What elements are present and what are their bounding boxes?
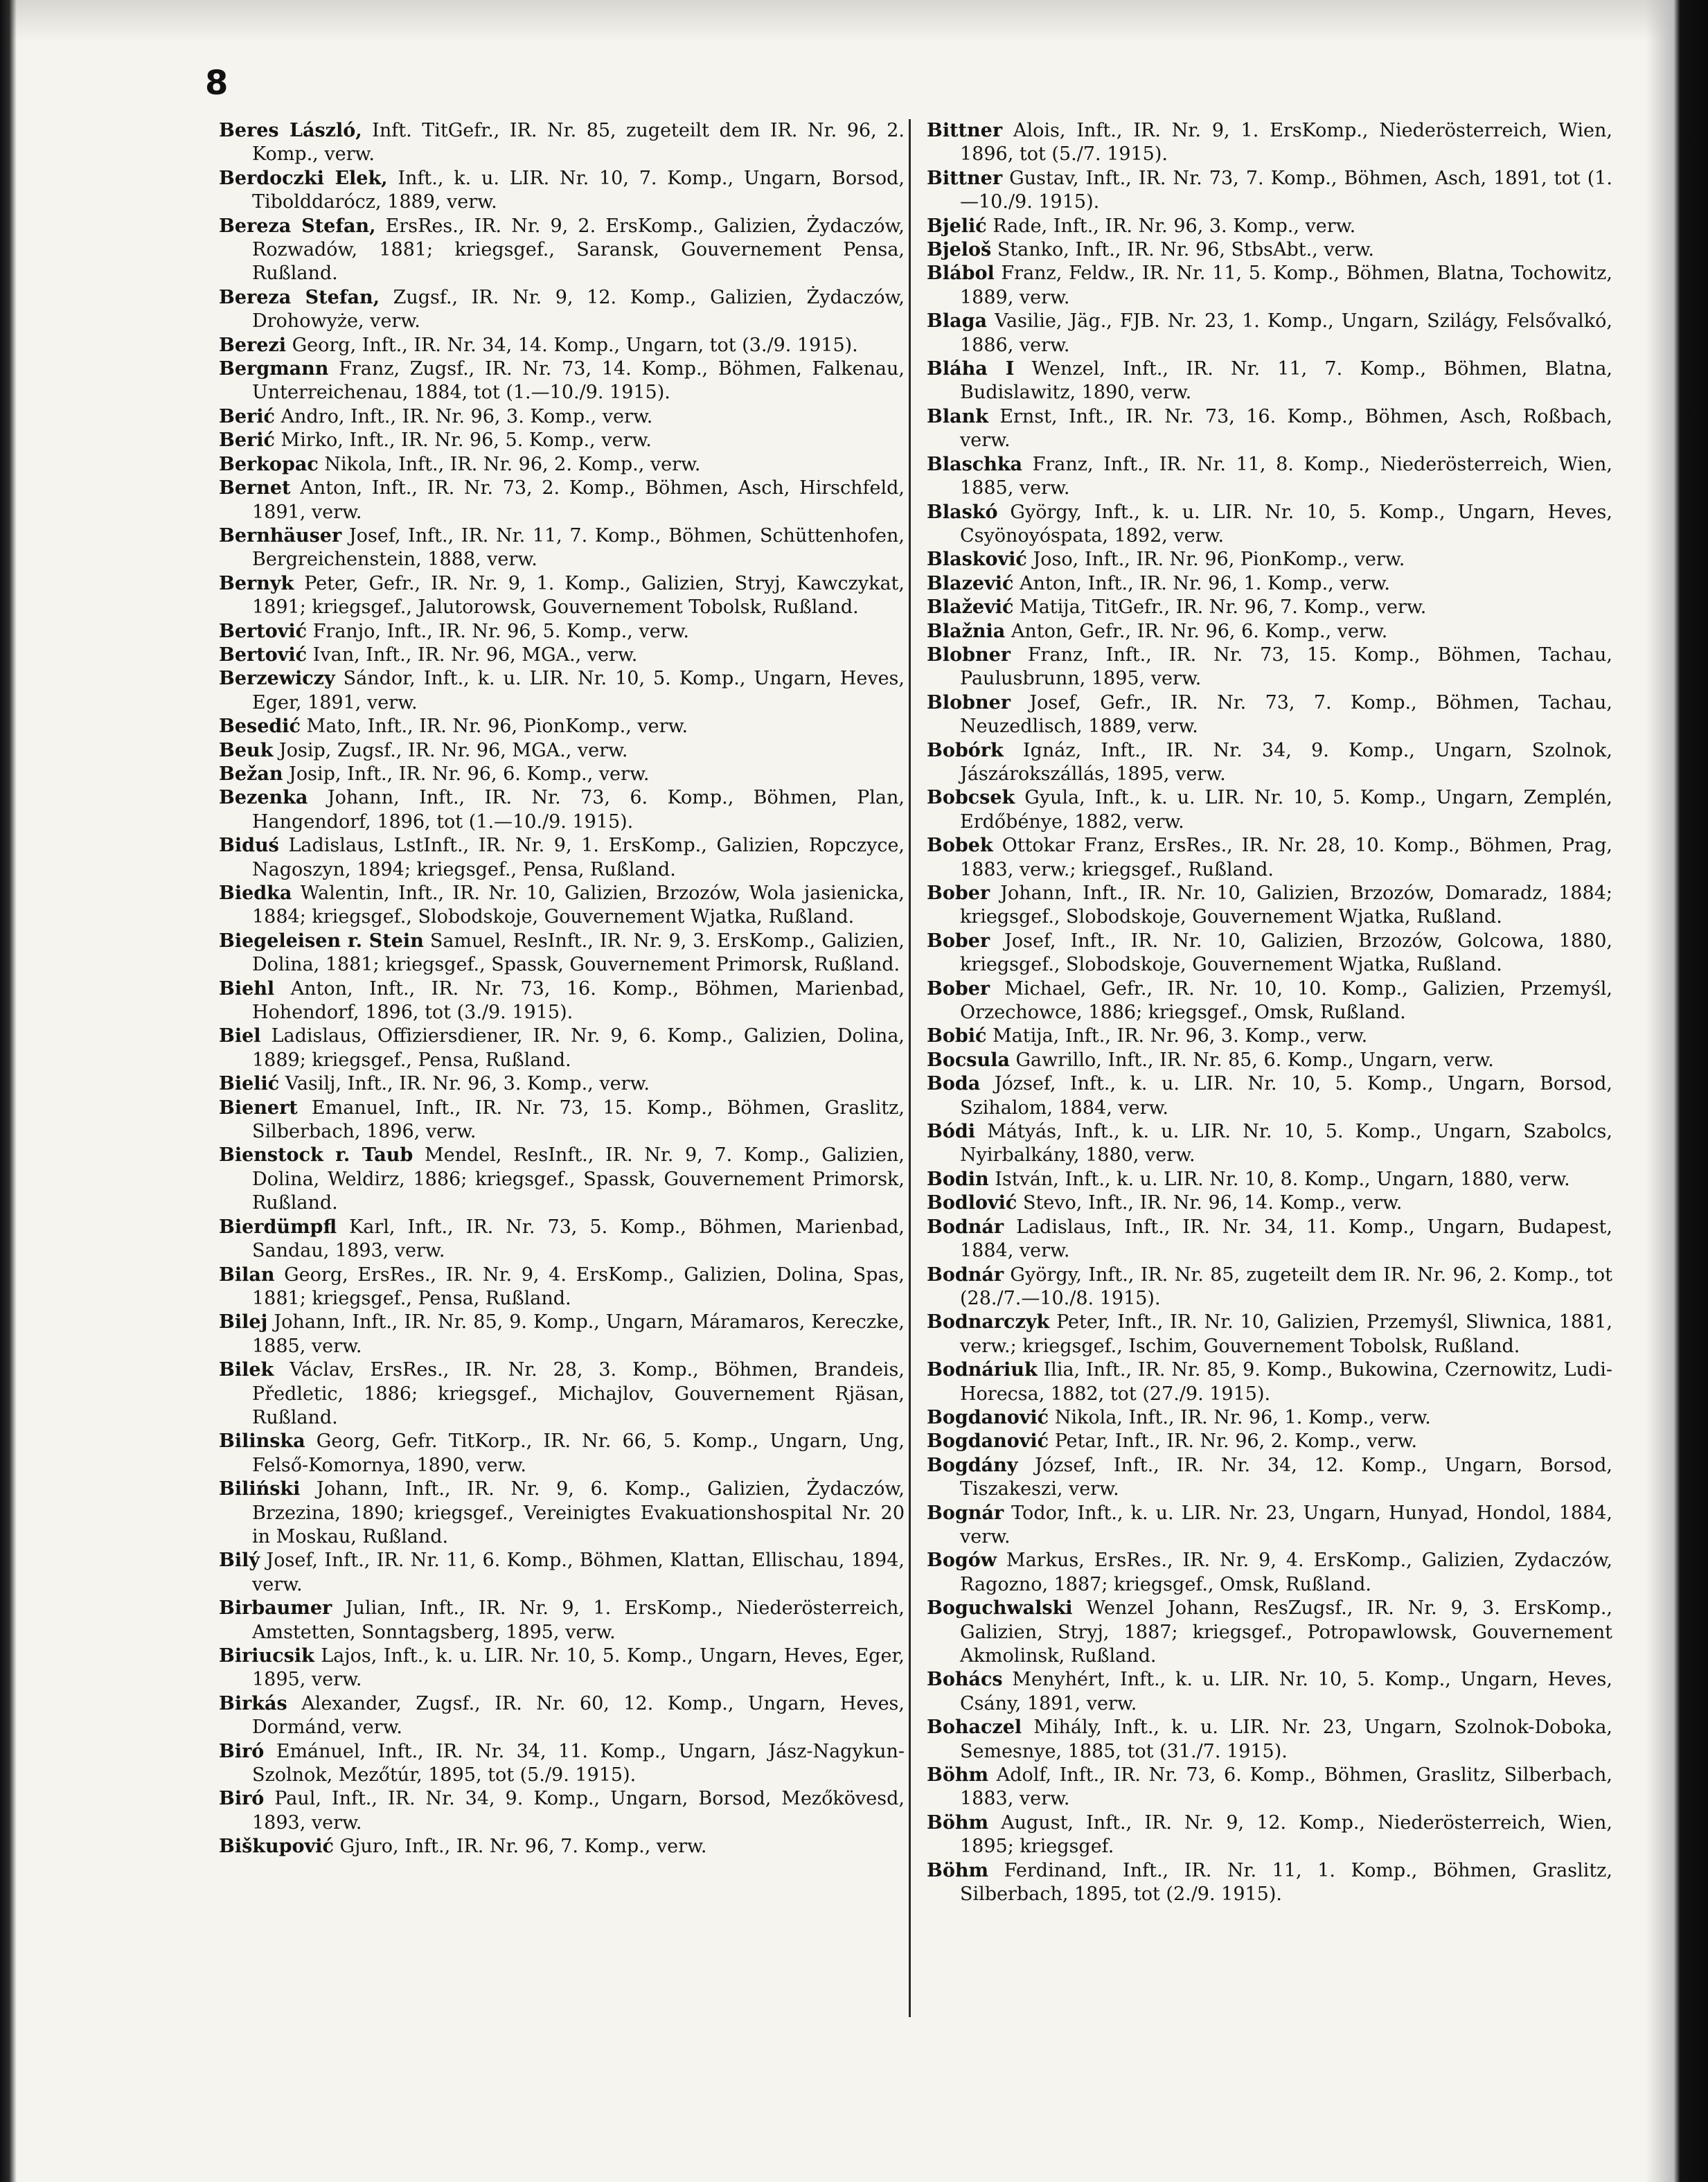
register-entry: [927, 1859, 1612, 1907]
entry-name: Bogdanović: [927, 1406, 1049, 1428]
register-entry: [927, 834, 1612, 882]
entry-name: Biehl: [219, 977, 275, 1000]
entry-name: Bjelić: [927, 215, 987, 237]
register-entry: [927, 786, 1612, 834]
register-entry: [927, 1668, 1612, 1716]
entry-name: Bienstock r. Taub: [219, 1144, 413, 1167]
entry-details: Mátyás, Inft., k. u. LIR. Nr. 10, 5. Komp., Ungarn, Szabolcs, Nyirbalkány, 1880, verw.: [960, 1121, 1612, 1167]
register-entry: [927, 1049, 1612, 1072]
register-entry: [219, 1216, 905, 1263]
register-entry: [927, 310, 1612, 357]
register-entry: [219, 715, 905, 738]
register-entry: [927, 739, 1612, 787]
entry-details: Johann, Inft., IR. Nr. 10, Galizien, Brzozów, Domaradz, 1884; kriegsgef., Slobodskoje, Gouvernement Wjatka, Rußland.: [960, 882, 1612, 928]
register-entry: [927, 1549, 1612, 1597]
entry-name: Bogdány: [927, 1454, 1018, 1476]
entry-name: Biegeleisen r. Stein: [219, 930, 424, 952]
entry-name: Bodnár: [927, 1263, 1004, 1286]
register-entry: [219, 1097, 905, 1144]
entry-details: Ladislaus, Inft., IR. Nr. 34, 11. Komp., Ungarn, Budapest, 1884, verw.: [960, 1216, 1612, 1262]
register-entry: [927, 453, 1612, 501]
page-number: 8: [205, 64, 229, 103]
register-entry: [927, 1168, 1612, 1191]
entry-details: Stanko, Inft., IR. Nr. 96, StbsAbt., verw.: [991, 239, 1374, 261]
entry-name: Biriucsik: [219, 1645, 314, 1667]
entry-name: Bobcsek: [927, 787, 1015, 809]
entry-details: Michael, Gefr., IR. Nr. 10, 10. Komp., Galizien, Przemyśl, Orzechowce, 1886; kriegsgef., Omsk, Rußland.: [960, 977, 1612, 1024]
entry-name: Bertović: [219, 644, 308, 666]
entry-name: Bežan: [219, 763, 283, 785]
register-entry: [219, 167, 905, 215]
register-entry: [219, 1644, 905, 1692]
register-entry: [219, 453, 905, 477]
entry-details: Ivan, Inft., IR. Nr. 96, MGA., verw.: [307, 644, 638, 666]
entry-details: Paul, Inft., IR. Nr. 34, 9. Komp., Ungarn, Borsod, Mezőkövesd, 1893, verw.: [252, 1788, 905, 1834]
entry-details: Franz, Inft., IR. Nr. 11, 8. Komp., Niederösterreich, Wien, 1885, verw.: [960, 453, 1612, 499]
entry-name: Bláha I: [927, 358, 1015, 380]
entry-name: Bodnarczyk: [927, 1311, 1050, 1333]
entry-name: Bogów: [927, 1550, 997, 1572]
entry-details: Sándor, Inft., k. u. LIR. Nr. 10, 5. Komp., Ungarn, Heves, Eger, 1891, verw.: [252, 668, 905, 713]
entry-name: Bodlović: [927, 1192, 1017, 1214]
entry-details: Anton, Inft., IR. Nr. 96, 1. Komp., verw.: [1013, 572, 1390, 594]
entry-name: Bergmann: [219, 358, 329, 380]
register-entry: [927, 930, 1612, 977]
register-entry: [927, 215, 1612, 238]
entry-details: Joso, Inft., IR. Nr. 96, PionKomp., verw.: [1026, 549, 1405, 571]
register-entry: [219, 1835, 905, 1859]
entry-details: Franjo, Inft., IR. Nr. 96, 5. Komp., verw.: [307, 620, 689, 642]
entry-name: Birkás: [219, 1692, 287, 1714]
entry-name: Bober: [927, 977, 990, 1000]
entry-details: Václav, ErsRes., IR. Nr. 28, 3. Komp., Böhmen, Brandeis, Předletic, 1886; kriegsgef., Michajlov, Gouvernement Rjäsan, Rußland.: [252, 1359, 905, 1428]
entry-details: Julian, Inft., IR. Nr. 9, 1. ErsKomp., Niederösterreich, Amstetten, Sonntagsberg, 1895, verw.: [252, 1597, 905, 1643]
entry-name: Bogdanović: [927, 1430, 1049, 1453]
entry-name: Bittner: [927, 167, 1003, 189]
entry-details: Johann, Inft., IR. Nr. 85, 9. Komp., Ungarn, Máramaros, Kereczke, 1885, verw.: [252, 1311, 905, 1357]
entry-details: Wenzel Johann, ResZugsf., IR. Nr. 9, 3. ErsKomp., Galizien, Stryj, 1887; kriegsgef., Potropawlowsk, Gouvernement Akmolinsk, Rußland.: [960, 1597, 1612, 1667]
entry-details: Mirko, Inft., IR. Nr. 96, 5. Komp., verw.: [274, 429, 652, 452]
entry-details: Ignáz, Inft., IR. Nr. 34, 9. Komp., Ungarn, Szolnok, Jászárokszállás, 1895, verw.: [960, 739, 1612, 785]
entry-details: Menyhért, Inft., k. u. LIR. Nr. 10, 5. Komp., Ungarn, Heves, Csány, 1891, verw.: [960, 1669, 1612, 1714]
entry-name: Bobić: [927, 1025, 987, 1047]
register-entry: [219, 1597, 905, 1644]
register-entry: [927, 1311, 1612, 1358]
entry-name: Bilinska: [219, 1430, 305, 1453]
entry-name: Böhm: [927, 1764, 989, 1786]
entry-details: Adolf, Inft., IR. Nr. 73, 6. Komp., Böhmen, Graslitz, Silberbach, 1883, verw.: [960, 1764, 1612, 1810]
register-entry: [219, 215, 905, 286]
entry-details: György, Inft., IR. Nr. 85, zugeteilt dem IR. Nr. 96, 2. Komp., tot (28./7.—10./8. 1915).: [960, 1263, 1612, 1309]
register-entry: [927, 262, 1612, 310]
entry-details: Walentin, Inft., IR. Nr. 10, Galizien, Brzozów, Wola jasienicka, 1884; kriegsgef., Slobodskoje, Gouvernement Wjatka, Rußland.: [252, 882, 905, 928]
register-entry: [219, 834, 905, 882]
register-entry: [219, 1358, 905, 1430]
entry-name: Bernet: [219, 477, 291, 499]
entry-details: Matija, Inft., IR. Nr. 96, 3. Komp., verw.: [986, 1025, 1368, 1047]
register-entry: [219, 1692, 905, 1740]
register-entry: [927, 596, 1612, 619]
entry-details: Mihály, Inft., k. u. LIR. Nr. 23, Ungarn, Szolnok-Doboka, Semesnye, 1885, tot (31./7. 1915).: [960, 1717, 1612, 1762]
register-entry: [927, 977, 1612, 1025]
entry-details: Josip, Inft., IR. Nr. 96, 6. Komp., verw.: [283, 763, 650, 785]
entry-name: Bober: [927, 882, 990, 904]
register-entry: [927, 1191, 1612, 1215]
entry-details: Peter, Inft., IR. Nr. 10, Galizien, Przemyśl, Sliwnica, 1881, verw.; kriegsgef., Ischim, Gouvernement Tobolsk, Rußland.: [960, 1311, 1612, 1357]
entry-name: Bobórk: [927, 739, 1004, 761]
entry-name: Biliński: [219, 1478, 301, 1500]
register-entry: [219, 930, 905, 977]
entry-details: Inft., k. u. LIR. Nr. 10, 7. Komp., Ungarn, Borsod, Tibolddarócz, 1889, verw.: [252, 167, 905, 213]
entry-details: Johann, Inft., IR. Nr. 9, 6. Komp., Galizien, Żydaczów, Brzezina, 1890; kriegsgef., Vereinigtes Evakuationshospital Nr. 20 in Moskau, Rußland.: [252, 1478, 905, 1547]
entry-name: Bernhäuser: [219, 524, 342, 547]
entry-details: Franz, Feldw., IR. Nr. 11, 5. Komp., Böhmen, Blatna, Tochowitz, 1889, verw.: [960, 263, 1612, 308]
register-entry: [219, 977, 905, 1025]
entry-details: Anton, Gefr., IR. Nr. 96, 6. Komp., verw.: [1005, 620, 1388, 642]
register-entry: [927, 1597, 1612, 1668]
register-entry: [927, 357, 1612, 405]
scan-top-shadow: [0, 0, 1708, 42]
entry-name: Berezi: [219, 334, 286, 356]
entry-details: Petar, Inft., IR. Nr. 96, 2. Komp., verw.: [1049, 1430, 1418, 1453]
entry-details: Stevo, Inft., IR. Nr. 96, 14. Komp., verw.: [1017, 1192, 1403, 1214]
entry-details: Ladislaus, Offiziersdiener, IR. Nr. 9, 6. Komp., Galizien, Dolina, 1889; kriegsgef., Pensa, Rußland.: [252, 1025, 905, 1071]
register-entry: [927, 882, 1612, 930]
entry-details: Josip, Zugsf., IR. Nr. 96, MGA., verw.: [273, 739, 628, 761]
entry-details: Wenzel, Inft., IR. Nr. 11, 7. Komp., Böhmen, Blatna, Budislawitz, 1890, verw.: [960, 358, 1612, 404]
register-entry: [219, 524, 905, 572]
entry-details: Todor, Inft., k. u. LIR. Nr. 23, Ungarn, Hunyad, Hondol, 1884, verw.: [960, 1502, 1612, 1547]
entry-details: Franz, Zugsf., IR. Nr. 73, 14. Komp., Böhmen, Falkenau, Unterreichenau, 1884, tot (1.—10./9. 1915).: [252, 358, 905, 404]
entry-details: Andro, Inft., IR. Nr. 96, 3. Komp., verw.: [274, 405, 653, 427]
register-entry: [927, 1716, 1612, 1764]
register-entry: [927, 1502, 1612, 1550]
entry-details: Markus, ErsRes., IR. Nr. 9, 4. ErsKomp., Galizien, Zydaczów, Ragozno, 1887; kriegsgef., Omsk, Rußland.: [960, 1550, 1612, 1595]
entry-name: Bilan: [219, 1263, 275, 1286]
register-entry: [219, 1430, 905, 1478]
entry-details: Gawrillo, Inft., IR. Nr. 85, 6. Komp., Ungarn, verw.: [1009, 1049, 1494, 1071]
scan-right-edge: [1646, 0, 1708, 2182]
register-entry: [219, 1311, 905, 1358]
entry-name: Blažnia: [927, 620, 1006, 642]
entry-name: Besedić: [219, 716, 301, 738]
entry-name: Blaschka: [927, 453, 1023, 475]
entry-name: Bierdümpfl: [219, 1216, 337, 1238]
entry-details: Vasilj, Inft., IR. Nr. 96, 3. Komp., verw.: [279, 1073, 650, 1095]
entry-details: Josef, Inft., IR. Nr. 11, 6. Komp., Böhmen, Klattan, Ellischau, 1894, verw.: [252, 1550, 905, 1595]
entry-details: Ferdinand, Inft., IR. Nr. 11, 1. Komp., Böhmen, Graslitz, Silberbach, 1895, tot (2./9. 1915).: [960, 1859, 1612, 1906]
register-entry: [219, 1025, 905, 1072]
entry-details: Franz, Inft., IR. Nr. 73, 15. Komp., Böhmen, Tachau, Paulusbrunn, 1895, verw.: [960, 644, 1612, 690]
entry-name: Bernyk: [219, 572, 294, 594]
register-entry: [927, 644, 1612, 691]
entry-details: Samuel, ResInft., IR. Nr. 9, 3. ErsKomp., Galizien, Dolina, 1881; kriegsgef., Spassk, Gouvernement Primorsk, Rußland.: [252, 930, 905, 976]
entry-name: Bilý: [219, 1550, 260, 1572]
register-entry: [219, 572, 905, 620]
register-entry: [219, 1740, 905, 1788]
entry-details: Emanuel, Inft., IR. Nr. 73, 15. Komp., Böhmen, Graslitz, Silberbach, 1896, verw.: [252, 1097, 905, 1143]
entry-details: August, Inft., IR. Nr. 9, 12. Komp., Niederösterreich, Wien, 1895; kriegsgef.: [960, 1811, 1612, 1858]
entry-details: Josef, Inft., IR. Nr. 10, Galizien, Brzozów, Golcowa, 1880, kriegsgef., Slobodskoje, Gouvernement Wjatka, Rußland.: [960, 930, 1612, 976]
entry-name: Bódi: [927, 1121, 975, 1143]
entry-name: Bilek: [219, 1359, 274, 1381]
entry-details: ErsRes., IR. Nr. 9, 2. ErsKomp., Galizien, Żydaczów, Rozwadów, 1881; kriegsgef., Saransk, Gouvernement Pensa, Rußland.: [252, 215, 905, 285]
entry-name: Berdoczki Elek,: [219, 167, 388, 189]
register-entry: [219, 882, 905, 930]
entry-name: Berić: [219, 405, 275, 427]
entry-details: Inft. TitGefr., IR. Nr. 85, zugeteilt dem IR. Nr. 96, 2. Komp., verw.: [252, 120, 905, 166]
entry-name: Blobner: [927, 691, 1011, 713]
entry-name: Bober: [927, 930, 990, 952]
entry-details: Gustav, Inft., IR. Nr. 73, 7. Komp., Böhmen, Asch, 1891, tot (1.—10./9. 1915).: [960, 167, 1612, 213]
entry-details: József, Inft., k. u. LIR. Nr. 10, 5. Komp., Ungarn, Borsod, Szihalom, 1884, verw.: [960, 1073, 1612, 1119]
entry-details: Lajos, Inft., k. u. LIR. Nr. 10, 5. Komp., Ungarn, Heves, Eger, 1895, verw.: [252, 1645, 905, 1691]
entry-details: Peter, Gefr., IR. Nr. 9, 1. Komp., Galizien, Stryj, Kawczykat, 1891; kriegsgef., Jalutorowsk, Gouvernement Tobolsk, Rußland.: [252, 572, 905, 619]
register-entry: [219, 1549, 905, 1597]
entry-details: Georg, Inft., IR. Nr. 34, 14. Komp., Ungarn, tot (3./9. 1915).: [286, 334, 858, 356]
register-entry: [927, 1120, 1612, 1168]
entry-name: Birbaumer: [219, 1597, 332, 1620]
entry-name: Bienert: [219, 1097, 298, 1119]
entry-details: Ottokar Franz, ErsRes., IR. Nr. 28, 10. Komp., Böhmen, Prag, 1883, verw.; kriegsgef., Rußland.: [960, 835, 1612, 880]
entry-details: Mato, Inft., IR. Nr. 96, PionKomp., verw.: [300, 716, 688, 738]
register-entry: [927, 1764, 1612, 1811]
entry-name: Biškupović: [219, 1836, 334, 1858]
register-entry: [219, 405, 905, 429]
register-entry: [927, 1358, 1612, 1406]
entry-details: Ladislaus, LstInft., IR. Nr. 9, 1. ErsKomp., Galizien, Ropczyce, Nagoszyn, 1894; kriegsgef., Pensa, Rußland.: [252, 835, 905, 880]
register-entry: [927, 1072, 1612, 1120]
entry-name: Boda: [927, 1073, 981, 1095]
entry-details: Anton, Inft., IR. Nr. 73, 16. Komp., Böhmen, Marienbad, Hohendorf, 1896, tot (3./9. 1915).: [252, 977, 905, 1024]
entry-name: Bobek: [927, 835, 993, 857]
register-entry: [219, 739, 905, 763]
entry-name: Berzewiczy: [219, 668, 335, 690]
entry-name: Berkopac: [219, 453, 319, 475]
entry-name: Blasković: [927, 549, 1027, 571]
register-entry: [927, 1263, 1612, 1311]
register-entry: [219, 1144, 905, 1215]
entry-name: Böhm: [927, 1859, 989, 1881]
register-entry: [927, 119, 1612, 167]
right-column: [927, 119, 1612, 1906]
scan-left-edge: [0, 0, 17, 2182]
entry-details: István, Inft., k. u. LIR. Nr. 10, 8. Komp., Ungarn, 1880, verw.: [988, 1168, 1570, 1190]
entry-details: Georg, Gefr. TitKorp., IR. Nr. 66, 5. Komp., Ungarn, Ung, Felső-Komornya, 1890, verw.: [252, 1430, 905, 1476]
entry-name: Blaskó: [927, 501, 998, 523]
entry-name: Blažević: [927, 596, 1014, 619]
register-entry: [927, 572, 1612, 596]
entry-details: Ernst, Inft., IR. Nr. 73, 16. Komp., Böhmen, Asch, Roßbach, verw.: [960, 405, 1612, 452]
entry-name: Biró: [219, 1788, 265, 1810]
entry-name: Blank: [927, 405, 988, 427]
register-entry: [927, 1430, 1612, 1453]
entry-details: Anton, Inft., IR. Nr. 73, 2. Komp., Böhmen, Asch, Hirschfeld, 1891, verw.: [252, 477, 905, 523]
entry-details: Gjuro, Inft., IR. Nr. 96, 7. Komp., verw.: [333, 1836, 707, 1858]
register-entry: [219, 644, 905, 667]
entry-name: Blaga: [927, 310, 987, 332]
entry-name: Blábol: [927, 263, 995, 285]
register-entry: [219, 1478, 905, 1549]
register-entry: [219, 1072, 905, 1096]
entry-name: Bohács: [927, 1669, 1003, 1691]
entry-name: Bodnáriuk: [927, 1359, 1038, 1381]
entry-name: Bognár: [927, 1502, 1004, 1524]
entry-name: Blobner: [927, 644, 1011, 666]
register-entry: [927, 1811, 1612, 1859]
register-entry: [927, 620, 1612, 644]
register-entry: [219, 1263, 905, 1311]
entry-name: Bocsula: [927, 1049, 1010, 1071]
register-entry: [927, 1025, 1612, 1048]
entry-name: Beres László,: [219, 120, 362, 141]
entry-details: Ilia, Inft., IR. Nr. 85, 9. Komp., Bukowina, Czernowitz, Ludi-Horecsa, 1882, tot (27./9. 1915).: [960, 1359, 1612, 1405]
entry-details: Vasilie, Jäg., FJB. Nr. 23, 1. Komp., Ungarn, Szilágy, Felsővalkó, 1886, verw.: [960, 310, 1612, 356]
entry-name: Bezenka: [219, 787, 308, 809]
register-entry: [219, 477, 905, 524]
register-entry: [927, 238, 1612, 262]
register-entry: [219, 119, 905, 167]
entry-details: Josef, Inft., IR. Nr. 11, 7. Komp., Böhmen, Schüttenhofen, Bergreichenstein, 1888, verw.: [252, 524, 905, 571]
entry-name: Biel: [219, 1025, 261, 1047]
register-entry: [219, 1787, 905, 1835]
entry-name: Böhm: [927, 1811, 989, 1834]
register-entry: [219, 620, 905, 644]
register-entry: [927, 1216, 1612, 1263]
entry-details: Alexander, Zugsf., IR. Nr. 60, 12. Komp., Ungarn, Heves, Dormánd, verw.: [252, 1692, 905, 1739]
register-entry: [927, 548, 1612, 571]
entry-details: Georg, ErsRes., IR. Nr. 9, 4. ErsKomp., Galizien, Dolina, Spas, 1881; kriegsgef., Pensa, Rußland.: [252, 1263, 905, 1309]
entry-name: Boguchwalski: [927, 1597, 1073, 1620]
entry-name: Bittner: [927, 120, 1003, 141]
entry-details: Josef, Gefr., IR. Nr. 73, 7. Komp., Böhmen, Tachau, Neuzedlisch, 1889, verw.: [960, 691, 1612, 738]
entry-name: Bohaczel: [927, 1717, 1022, 1739]
entry-name: Blazević: [927, 572, 1014, 594]
entry-details: Zugsf., IR. Nr. 9, 12. Komp., Galizien, Żydaczów, Drohowyże, verw.: [252, 286, 905, 332]
entry-name: Bereza Stefan,: [219, 286, 380, 308]
register-entry: [927, 167, 1612, 215]
entry-name: Biró: [219, 1740, 265, 1762]
register-entry: [927, 405, 1612, 453]
entry-details: Alois, Inft., IR. Nr. 9, 1. ErsKomp., Niederösterreich, Wien, 1896, tot (5./7. 1915).: [960, 120, 1612, 166]
entry-name: Bjeloš: [927, 239, 992, 261]
entry-name: Bodnár: [927, 1216, 1004, 1238]
entry-details: József, Inft., IR. Nr. 34, 12. Komp., Ungarn, Borsod, Tiszakeszi, verw.: [960, 1454, 1612, 1500]
entry-name: Biedka: [219, 882, 292, 904]
register-entry: [927, 1454, 1612, 1502]
entry-name: Beuk: [219, 739, 274, 761]
register-entry: [219, 763, 905, 786]
register-entry: [219, 357, 905, 405]
entry-name: Bielić: [219, 1073, 280, 1095]
column-divider: [909, 119, 911, 2017]
register-entry: [219, 667, 905, 715]
entry-name: Bereza Stefan,: [219, 215, 376, 237]
entry-details: Matija, TitGefr., IR. Nr. 96, 7. Komp., verw.: [1013, 596, 1427, 619]
entry-name: Bertović: [219, 620, 308, 642]
register-entry: [219, 286, 905, 334]
entry-details: György, Inft., k. u. LIR. Nr. 10, 5. Komp., Ungarn, Heves, Csyönoyóspata, 1892, verw.: [960, 501, 1612, 547]
register-entry: [927, 501, 1612, 549]
entry-details: Nikola, Inft., IR. Nr. 96, 1. Komp., verw.: [1049, 1406, 1431, 1428]
entry-details: Emánuel, Inft., IR. Nr. 34, 11. Komp., Ungarn, Jász-Nagykun-Szolnok, Mezőtúr, 1895, tot (5./9. 1915).: [252, 1740, 905, 1786]
left-column: [219, 119, 905, 1859]
entry-details: Johann, Inft., IR. Nr. 73, 6. Komp., Böhmen, Plan, Hangendorf, 1896, tot (1.—10./9. 1915).: [252, 787, 905, 833]
register-entry: [927, 691, 1612, 739]
entry-details: Gyula, Inft., k. u. LIR. Nr. 10, 5. Komp., Ungarn, Zemplén, Erdőbénye, 1882, verw.: [960, 787, 1612, 833]
entry-details: Nikola, Inft., IR. Nr. 96, 2. Komp., verw.: [318, 453, 701, 475]
entry-name: Bilej: [219, 1311, 268, 1333]
register-entry: [219, 786, 905, 834]
entry-name: Bodin: [927, 1168, 989, 1190]
entry-details: Mendel, ResInft., IR. Nr. 9, 7. Komp., Galizien, Dolina, Weldirz, 1886; kriegsgef., Spassk, Gouvernement Primorsk, Rußland.: [252, 1144, 905, 1214]
entry-name: Biduś: [219, 835, 279, 857]
register-entry: [927, 1406, 1612, 1430]
entry-details: Rade, Inft., IR. Nr. 96, 3. Komp., verw.: [986, 215, 1356, 237]
entry-details: Karl, Inft., IR. Nr. 73, 5. Komp., Böhmen, Marienbad, Sandau, 1893, verw.: [252, 1216, 905, 1262]
register-entry: [219, 334, 905, 357]
entry-name: Berić: [219, 429, 275, 452]
register-entry: [219, 429, 905, 452]
